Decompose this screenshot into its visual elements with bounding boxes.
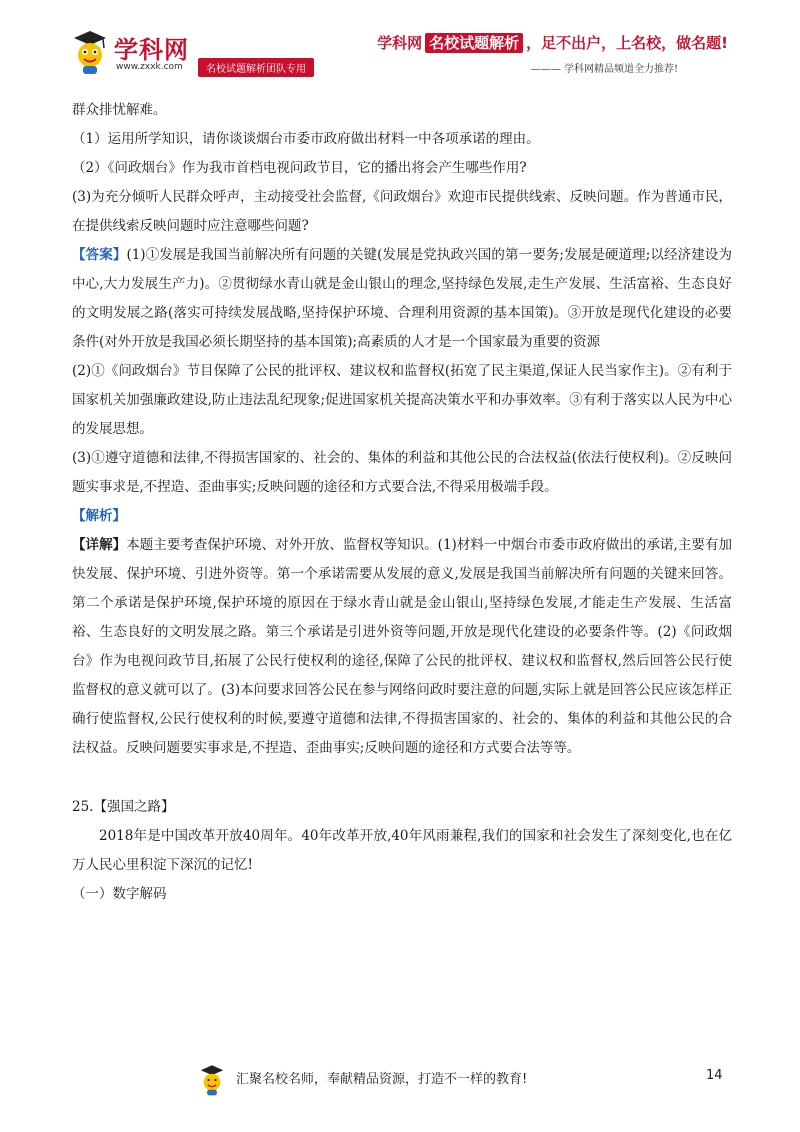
mascot-icon [70,28,110,76]
detail-tag: 【详解】 [72,537,127,553]
logo-url: www.zxxk.com [116,62,183,72]
slogan-post: ，足不出户，上名校，做名题! [526,34,728,52]
answer-1-text: (1)①发展是我国当前解决所有问题的关键(发展是党执政兴国的第一要务;发展是硬道理;以经济建设为中心,大力发展生产力)。②贯彻绿水青山就是金山银山的理念,坚持绿色发展,走生产发展、生活富裕、生态良好的文明发展之路(落实可持续发展战略,坚持保护环境、合理利用资源的基本国策)。③开放是现代化建设的必要条件(对外开放是我国必须长期坚持的基本国策);高素质的人才是一个国家最为重要的资源 [72,247,732,350]
slogan-subtitle: ——— 学科网精品频道全力推荐! [530,64,678,75]
detail-paragraph [72,531,732,763]
slogan-pre: 学科网 [377,34,423,52]
analysis-heading [72,502,732,531]
page-header [0,0,800,92]
answer-tag: 【答案】 [72,247,127,263]
page-footer [0,1060,800,1120]
header-slogan [377,32,728,53]
answer-2: (2)①《问政烟台》节目保障了公民的批评权、建议权和监督权(拓宽了民主渠道,保证人民当家作主)。②有利于国家机关加强廉政建设,防止违法乱纪现象;促进国家机关提高决策水平和办事效率。③有利于落实以人民为中心的发展思想。 [72,363,732,437]
footer-slogan: 汇聚名校名师，奉献精品资源，打造不一样的教育! [236,1072,528,1087]
question-25-subheading: （一）数字解码 [72,886,167,902]
slogan-box: 名校试题解析 [425,33,523,53]
question-1: （1）运用所学知识，请你谈谈烟台市委市政府做出材料一中各项承诺的理由。 [72,131,540,147]
question-25-intro: 2018年是中国改革开放40周年。40年改革开放,40年风雨兼程,我们的国家和社会发生了深刻变化,也在亿万人民心里积淀下深沉的记忆! [72,828,732,873]
answer-1 [72,241,732,357]
question-3: (3)为充分倾听人民群众呼声，主动接受社会监督,《问政烟台》欢迎市民提供线索、反映问题。作为普通市民，在提供线索反映问题时应注意哪些问题? [72,189,732,234]
mascot-icon [198,1062,226,1098]
detail-text: 本题主要考查保护环境、对外开放、监督权等知识。(1)材料一中烟台市委市政府做出的承诺,主要有加快发展、保护环境、引进外资等。第一个承诺需要从发展的意义,发展是我国当前解决所有问题的关键来回答。第二个承诺是保护环境,保护环境的原因在于绿水青山就是金山银山,坚持绿色发展,才能走生产发展、生活富裕、生态良好的文明发展之路。第三个承诺是引进外资等问题,开放是现代化建设的必要条件等。(2)《问政烟台》作为电视问政节目,拓展了公民行使权利的途径,保障了公民的批评权、建议权和监督权,然后回答公民行使监督权的意义就可以了。(3)本问要求回答公民在参与网络问政时要注意的问题,实际上就是回答公民应该怎样正确行使监督权,公民行使权利的时候,要遵守道德和法律,不得损害国家的、社会的、集体的利益和其他公民的合法权益。反映问题要实事求是,不捏造、歪曲事实;反映问题的途径和方式要合法等等。 [72,537,733,756]
question-2: （2）《问政烟台》作为我市首档电视问政节目，它的播出将会产生哪些作用? [72,160,527,176]
question-25-title: 25.【强国之路】 [72,799,175,815]
zxxk-logo[interactable] [70,28,320,78]
logo-name: 学科网 [114,36,189,64]
text-line: 群众排忧解难。 [72,102,167,118]
answer-3: (3)①遵守道德和法律,不得损害国家的、社会的、集体的利益和其他公民的合法权益(依法行使权利)。②反映问题实事求是,不捏造、歪曲事实;反映问题的途径和方式要合法,不得采用极端手段。 [72,450,732,495]
page-number: 14 [706,1068,723,1083]
analysis-tag: 【解析】 [72,508,126,524]
spacer [72,763,732,793]
document-body [72,96,732,909]
team-badge: 名校试题解析团队专用 [198,58,314,77]
